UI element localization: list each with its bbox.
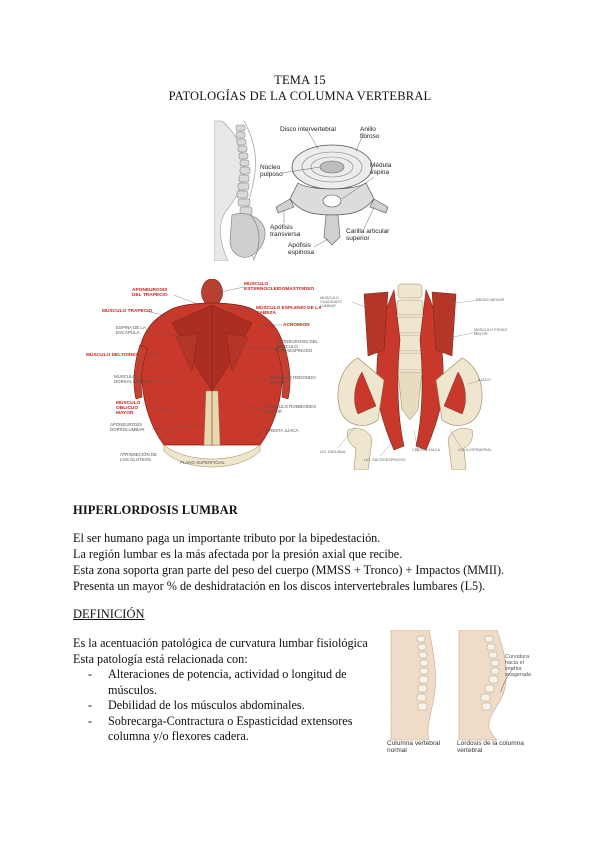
intro-line-3: Esta zona soporta gran parte del peso del cuerpo (MMSS + Tronco) + Impactos (MMII). <box>73 563 505 577</box>
label-anillo: Anillo fibroso <box>360 126 380 140</box>
label-lig-iliofemoral: LIG. ILIOFEMORAL <box>458 448 492 452</box>
label-plano: PLANO SUPERFICIAL <box>180 460 225 465</box>
list-item: - Alteraciones de potencia, actividad o longitud de músculos. <box>87 667 370 698</box>
caption-normal: Columna vertebral normal <box>387 740 441 754</box>
lordosis-comparison-figure <box>385 630 537 754</box>
label-ecm: MÚSCULO ESTERNOCLEIDOMASTOIDEO <box>244 282 315 293</box>
spine-disc-figure <box>214 119 394 261</box>
label-esplenio: MÚSCULO ESPLENIO DE LA CABEZA <box>256 306 322 317</box>
label-apofisis-espinosa: Apófisis espinosa <box>288 242 315 256</box>
label-lig-inguinal: LIG. INGUINAL <box>320 450 347 454</box>
label-dorsal-ancho: MÚSCULO DORSAL ANCHO <box>114 374 149 384</box>
intro-line-4: Presenta un mayor % de deshidratación en los discos intervertebrales lumbares (L5). <box>73 579 486 593</box>
intro-line-1: El ser humano paga un importante tributo por la bipedestación. <box>73 531 381 545</box>
label-aponeurosis-dorsolumbar: APONEUROSIS DORSOLUMBAR <box>110 422 145 432</box>
definition-heading: DEFINICIÓN <box>73 607 145 621</box>
page-title: PATOLOGÍAS DE LA COLUMNA VERTEBRAL <box>168 89 432 103</box>
definition-line-1: Es la acentuación patológica de curvatura lumbar fisiológica <box>73 636 368 650</box>
definition-line-2: Esta patología está relacionada con: <box>73 652 248 666</box>
label-romboides: MÚSCULO ROMBOIDES MAYOR <box>266 404 317 414</box>
list-item: - Debilidad de los músculos abdominales. <box>87 698 370 714</box>
label-lig-sacro: LIG. SACROESPINOSO <box>364 458 406 462</box>
psoas-pelvis-illustration <box>318 280 510 470</box>
label-aponeurosis-infra: APONEUROSIS DEL MÚSCULO INFRAESPINOSO <box>276 339 318 354</box>
label-espina-escapula: ESPINA DE LA ESCÁPULA <box>116 325 146 335</box>
label-carilla: Carilla articular superior <box>346 228 390 242</box>
label-deltoides: MÚSCULO DELTOIDES <box>86 353 139 358</box>
label-acromion: ACROMION <box>283 323 310 328</box>
cause-list <box>87 667 370 745</box>
caption-lordosis: Lordosis de la columna vertebral <box>457 740 524 754</box>
label-psoas-mayor: MÚSCULO PSOAS MAYOR <box>474 328 508 336</box>
intro-line-2: La región lumbar es la más afectada por la presión axial que recibe. <box>73 547 403 561</box>
label-redondo-mayor: MÚSCULO REDONDO MAYOR <box>270 375 316 385</box>
label-atrinsecion: ATRINSECIÓN DE LOS GLÚTEOS <box>120 452 157 462</box>
back-muscles-figure <box>76 279 338 470</box>
label-cresta: CRESTA ILÍACA <box>412 448 440 452</box>
psoas-pelvis-figure <box>318 280 510 470</box>
label-aponeurosis-trapecio: APONEUROSIS DEL TRAPECIO <box>132 288 168 299</box>
label-disco: Disco intervertebral <box>280 126 336 133</box>
topic-number: TEMA 15 <box>274 73 326 87</box>
label-nucleo: Núcleo pulposo <box>260 164 283 178</box>
label-psoas-menor: PSOAS MENOR <box>476 298 505 302</box>
label-cuadrado-lumbar: MÚSCULO CUADRADO LUMBAR <box>320 296 342 308</box>
section-heading: HIPERLORDOSIS LUMBAR <box>73 503 238 517</box>
annotation-curvature: Curvatura hacia el interior exagerada <box>505 654 531 678</box>
label-apofisis-transversa: Apófisis transversa <box>270 224 301 238</box>
list-item: - Sobrecarga-Contractura o Espasticidad extensores columna y/o flexores cadera. <box>87 714 370 745</box>
label-oblicuo: MÚSCULO OBLICUO MAYOR <box>116 401 141 417</box>
label-iliaco: ILÍACO <box>478 378 491 382</box>
label-trapecio: MÚSCULO TRAPECIO <box>102 309 153 314</box>
lordosis-illustration <box>385 630 537 754</box>
label-medula: Médula espina <box>370 162 392 176</box>
label-cresta-iliaca: CRESTA ILÍACA <box>266 428 299 433</box>
